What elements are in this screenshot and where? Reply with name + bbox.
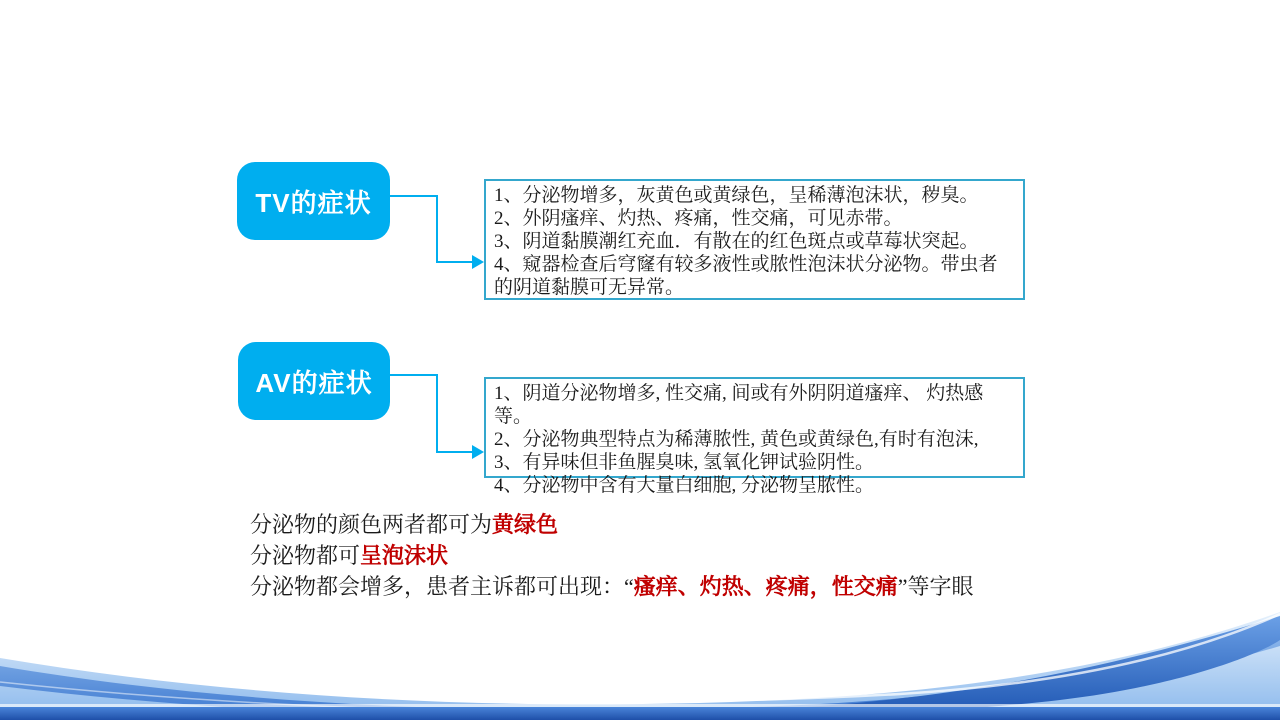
summary-line-2 (250, 540, 1130, 571)
summary-line-2-text: 分泌物都可 (250, 543, 361, 568)
arrowhead-icon (472, 255, 484, 269)
tv-label-shape (237, 162, 390, 240)
av-item-2: 2、分泌物典型特点为稀薄脓性, 黄色或黄绿色,有时有泡沫, (494, 429, 979, 450)
summary-line-3-text: 分泌物都会增多，患者主诉都可出现：“ (250, 574, 634, 599)
tv-item-2: 2、外阴瘙痒、灼热、疼痛，性交痛，可见赤带。 (494, 208, 903, 229)
tv-label-text: TV的症状 (255, 187, 372, 218)
summary-line-1-highlight: 黄绿色 (492, 512, 559, 537)
summary-line-3-suffix: ”等字眼 (897, 574, 974, 599)
av-symptoms-box (484, 377, 1025, 496)
tv-symptoms-box (484, 179, 1025, 300)
summary-line-3-highlight: 瘙痒、灼热、疼痛，性交痛 (633, 574, 898, 599)
bottom-wave-decoration (0, 620, 1280, 720)
arrowhead-icon (472, 445, 484, 459)
av-item-3: 3、有异味但非鱼腥臭味, 氢氧化钾试验阴性。 (494, 452, 875, 473)
summary-text-block (250, 509, 1130, 602)
summary-line-3 (250, 571, 1130, 602)
av-item-1: 1、阴道分泌物增多, 性交痛, 间或有外阴阴道瘙痒、 灼热感等。 (494, 383, 984, 427)
av-label-shape (238, 342, 390, 420)
summary-line-2-highlight: 呈泡沫状 (360, 543, 449, 568)
av-label-text: AV的症状 (255, 367, 373, 398)
av-elbow-arrow (390, 367, 486, 459)
summary-line-1 (250, 509, 1130, 540)
tv-item-4: 4、窥器检查后穹窿有较多液性或脓性泡沫状分泌物。带虫者的阴道黏膜可无异常。 (494, 254, 998, 298)
tv-item-3: 3、阴道黏膜潮红充血．有散在的红色斑点或草莓状突起。 (494, 231, 979, 252)
tv-item-1: 1、分泌物增多，灰黄色或黄绿色，呈稀薄泡沫状，秽臭。 (494, 185, 979, 206)
summary-line-1-text: 分泌物的颜色两者都可为 (250, 512, 493, 537)
tv-elbow-arrow (390, 188, 486, 272)
av-item-4: 4、分泌物中含有大量白细胞, 分泌物呈脓性。 (494, 475, 875, 496)
